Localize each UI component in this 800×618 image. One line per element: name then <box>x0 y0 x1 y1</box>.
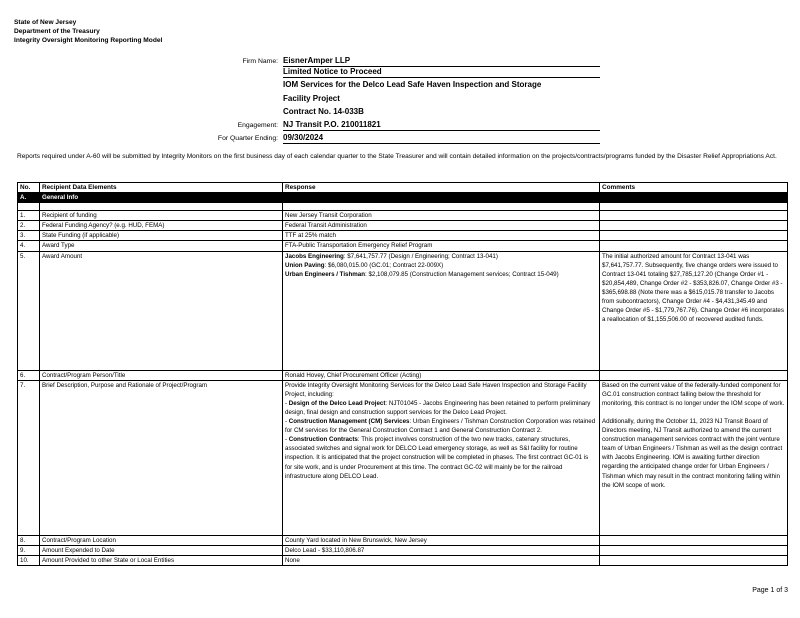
col-header-no: No. <box>18 183 40 193</box>
award-jacobs: Jacobs Engineering: $7,641,757.77 (Design / Engineering; Contract 13-041) <box>285 252 498 260</box>
row-response: County Yard located in New Brunswick, New Jersey <box>283 535 600 545</box>
section-row <box>18 193 788 203</box>
table-row <box>18 380 788 535</box>
row-response: FTA-Public Transportation Emergency Relief Program <box>283 241 600 251</box>
col-header-elements: Recipient Data Elements <box>40 183 283 193</box>
table-row <box>18 221 788 231</box>
firm-name-label: Firm Name: <box>242 58 278 65</box>
page-number: Page 1 of 3 <box>752 587 788 594</box>
table-row <box>18 251 788 370</box>
engagement-underline <box>283 130 600 131</box>
row-element: Award Type <box>40 241 283 251</box>
col-header-comments: Comments <box>600 183 788 193</box>
row-element: Contract/Program Person/Title <box>40 370 283 380</box>
row-comment <box>600 545 788 555</box>
row-response: New Jersey Transit Corporation <box>283 211 600 221</box>
engagement-label: Engagement: <box>237 122 278 129</box>
table-row <box>18 545 788 555</box>
award-union: Union Paving: $6,080,015.00 (GC.01; Contract 22-009X) <box>285 261 444 269</box>
row-comment <box>600 231 788 241</box>
row-comment <box>600 370 788 380</box>
section-number: A. <box>18 193 40 203</box>
col-header-response: Response <box>283 183 600 193</box>
quarter-label: For Quarter Ending: <box>217 135 278 142</box>
row-number: 7. <box>18 380 40 535</box>
row-element: Contract/Program Location <box>40 535 283 545</box>
row-number: 10. <box>18 555 40 565</box>
row-number: 5. <box>18 251 40 370</box>
description-cm: - Construction Management (CM) Services: Urban Engineers / Tishman Construction Corporation was retained for CM services for the General Construction Contract 1 and General Construction Contract 2. <box>285 418 596 435</box>
row-element: Award Amount <box>40 251 283 370</box>
project-line-2: IOM Services for the Delco Lead Safe Haven Inspection and Storage <box>283 80 542 89</box>
description-response <box>283 380 600 535</box>
description-comment <box>600 380 788 535</box>
row-number: 1. <box>18 211 40 221</box>
table-row <box>18 211 788 221</box>
row-element: Federal Funding Agency? (e.g. HUD, FEMA) <box>40 221 283 231</box>
award-urban: Urban Engineers / Tishman: $2,108,079.85 (Construction Management services; Contract 15-049) <box>285 270 559 278</box>
row-response: TTF at 25% match <box>283 231 600 241</box>
row-response: Delco Lead - $33,110,806.87 <box>283 545 600 555</box>
row-number: 8. <box>18 535 40 545</box>
table-row <box>18 370 788 380</box>
row-element: Amount Expended to Date <box>40 545 283 555</box>
table-row <box>18 555 788 565</box>
award-amount-response <box>283 251 600 370</box>
project-line-3: Facility Project <box>283 94 340 103</box>
header-model-title: Integrity Oversight Monitoring Reporting Model <box>14 37 163 44</box>
table-row <box>18 535 788 545</box>
table-header-row <box>18 183 788 193</box>
engagement-value: NJ Transit P.O. 210011821 <box>283 120 381 129</box>
row-comment <box>600 555 788 565</box>
row-comment <box>600 535 788 545</box>
row-response: None <box>283 555 600 565</box>
row-element: Brief Description, Purpose and Rationale of Project/Program <box>40 380 283 535</box>
section-title: General Info <box>40 193 283 203</box>
recipient-data-table <box>17 182 788 566</box>
description-comment-1: Based on the current value of the federally-funded component for GC.01 construction contract falling below the threshold for monitoring, this contract is no longer under the IOM scope of work. <box>602 381 785 407</box>
description-design: - Design of the Delco Lead Project: NJT01045 - Jacobs Engineering has been retained to perform preliminary design, final design and construction support services for the Delco Lead Project. <box>285 399 591 416</box>
firm-name-value: EisnerAmper LLP <box>283 56 351 65</box>
row-number: 6. <box>18 370 40 380</box>
header-department: Department of the Treasury <box>14 28 100 35</box>
quarter-value: 09/30/2024 <box>283 133 324 142</box>
row-element: Amount Provided to other State or Local Entities <box>40 555 283 565</box>
row-number: 9. <box>18 545 40 555</box>
header-state: State of New Jersey <box>14 19 77 26</box>
description-contracts: - Construction Contracts: This project involves construction of the two new tracks, catenary structures, associated switches and signal work for DELCO Lead emergency storage, as well as S&I facility for routine inspection. It is anticipated that the project construction will be completed in phases. The first contract GC-01 is for site work, and is under Procurement at this time. The contract GC-02 will mainly be for the railroad infrastructure along DELCO Lead. <box>285 436 589 480</box>
row-comment <box>600 211 788 221</box>
table-row <box>18 231 788 241</box>
description-intro: Provide Integrity Oversight Monitoring Services for the Delco Lead Safe Haven Inspection and Storage Facility Project, including: <box>285 381 587 398</box>
row-number: 2. <box>18 221 40 231</box>
description-comment-2: Additionally, during the October 11, 2023 NJ Transit Board of Directors meeting, NJ Transit authorized to amend the current construction management services contract with the joint venture team of Urban Engineers / Tishman as well as the design contract with Jacobs Engineering. IOM is awaiting further direction regarding the anticipated change order for Urban Engineers / Tishman which may result in the contract monitoring falling within the IOM scope of work. <box>602 417 783 489</box>
table-row <box>18 241 788 251</box>
row-element: State Funding (if applicable) <box>40 231 283 241</box>
row-response: Ronald Hovey, Chief Procurement Officer (Acting) <box>283 370 600 380</box>
project-line-4: Contract No. 14-033B <box>283 107 364 116</box>
spacer-row <box>18 203 788 211</box>
report-header <box>14 18 162 45</box>
project-underline-1 <box>283 77 600 78</box>
quarter-underline <box>283 143 600 144</box>
row-number: 3. <box>18 231 40 241</box>
row-response: Federal Transit Administration <box>283 221 600 231</box>
award-amount-comment: The initial authorized amount for Contract 13-041 was $7,641,757.77. Subsequently, five change orders were issued to Contract 13-041 totaling $27,785,127.20 (Change Order #1 - $20,854,489, Change Order #2 - $353,826.07, Change Order #3 - $365,698.88 (Note there was a $615,015.78 transfer to Jacobs from subcontractors), Change Order #4 - $4,431,345.49 and Change Order #5 - $1,779,767.76). Change Order #6 incorporates a reallocation of $1,155,506.00 of recovered audited funds. <box>600 251 788 370</box>
project-line-1: Limited Notice to Proceed <box>283 67 382 76</box>
row-number: 4. <box>18 241 40 251</box>
row-comment <box>600 241 788 251</box>
intro-paragraph: Reports required under A-60 will be submitted by Integrity Monitors on the first business day of each calendar quarter to the State Treasurer and will contain detailed information on the projects/contracts/programs funded by the Disaster Relief Appropriations Act. <box>17 153 777 160</box>
row-comment <box>600 221 788 231</box>
row-element: Recipient of funding <box>40 211 283 221</box>
